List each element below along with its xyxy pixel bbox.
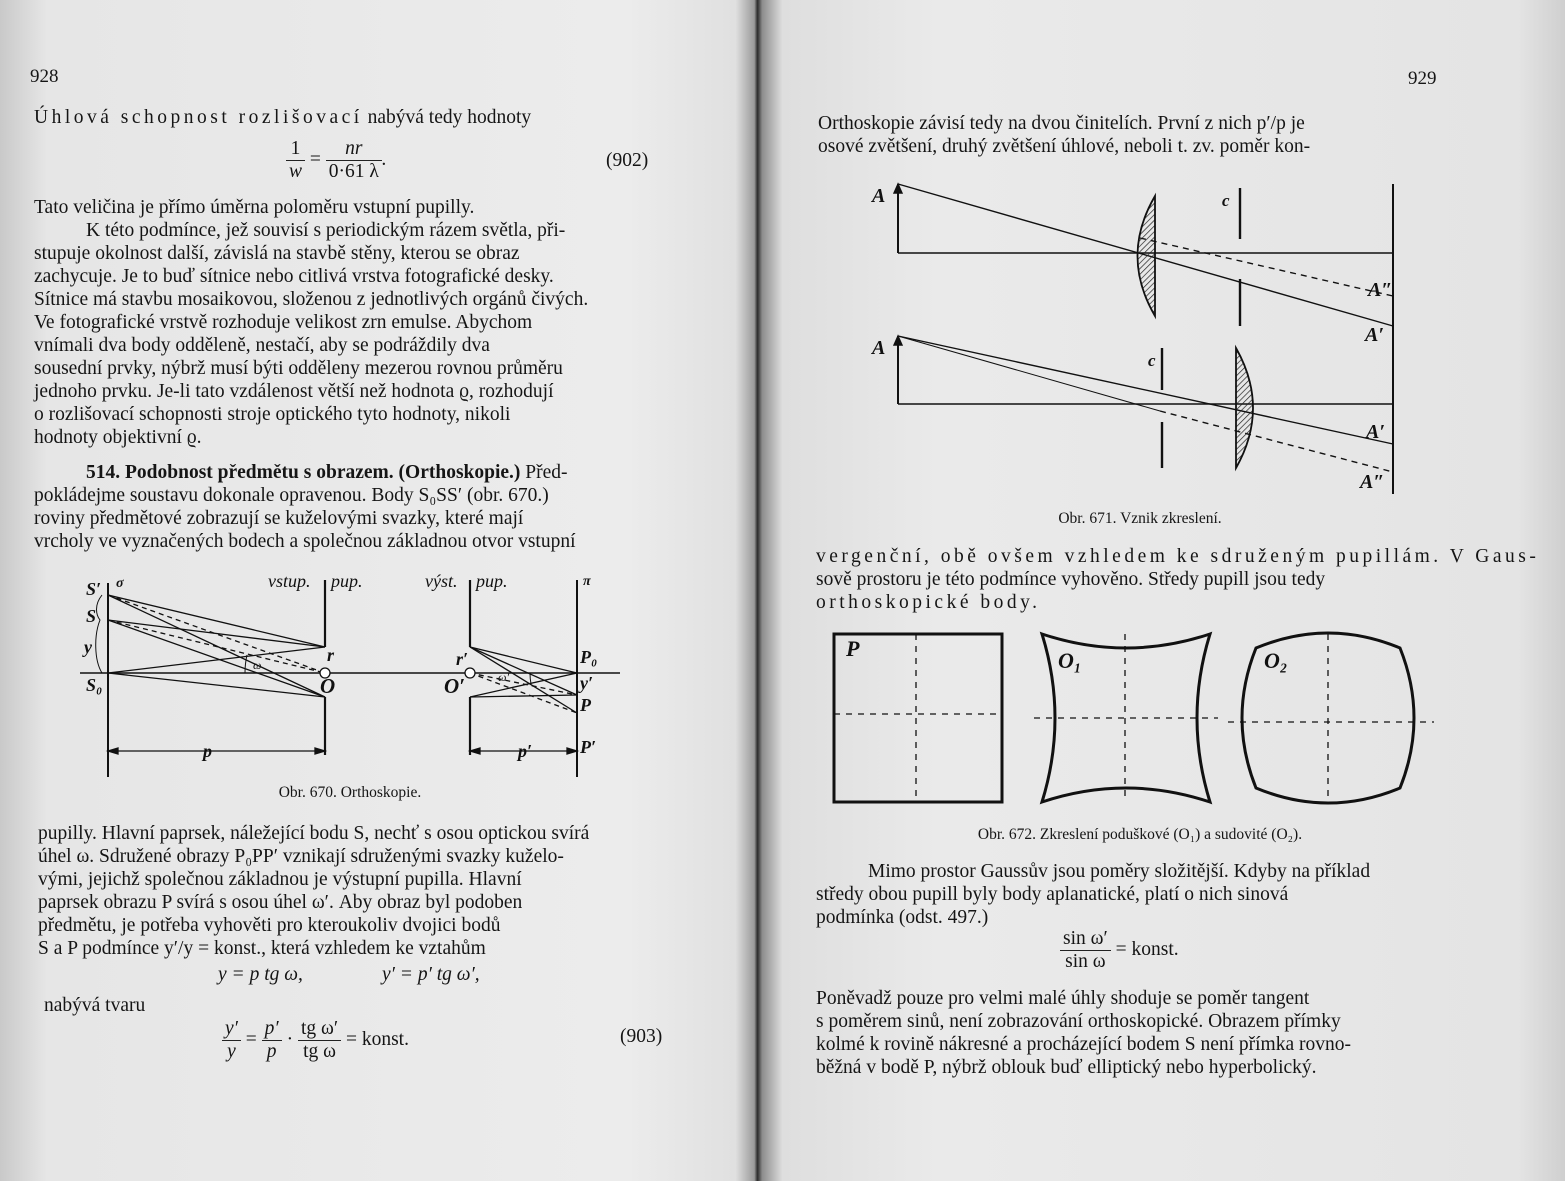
eq-num: tg ω′ <box>298 1018 341 1041</box>
left-page <box>0 0 745 1181</box>
label-c-upper: c <box>1222 191 1230 210</box>
paragraph <box>816 987 1456 1079</box>
text-line: úhel ω. Sdružené obrazy P₀PP′ vznikají sdruženými svazky kuželo- <box>38 846 564 867</box>
figure-671-distortion-origin-diagram <box>870 176 1410 496</box>
label-vstup: vstup. <box>268 571 311 591</box>
text-line: kolmé k rovině nákresné a procházející bodem S není přímka rovno- <box>816 1034 1351 1055</box>
paragraph <box>816 860 1456 929</box>
paragraph <box>816 545 1540 614</box>
text-line: o rozlišovací schopnosti stroje optického tyto hodnoty, nikoli <box>34 404 511 425</box>
text-line: orthoskopické body. <box>816 592 1041 613</box>
text-line: osové zvětšení, druhý zvětšení úhlové, neboli t. zv. poměr kon- <box>818 136 1311 157</box>
label-o: O <box>320 674 336 698</box>
label-a-prime-upper: A′ <box>1365 324 1384 346</box>
text-line: běžná v bodě P, nýbrž oblouk buď elliptický nebo hyperbolický. <box>816 1057 1317 1078</box>
text-line: předmětu, je potřeba vyhověti pro kteroukoliv dvojici bodů <box>38 915 501 936</box>
label-distance-p-prime: p′ <box>518 741 533 761</box>
text-line: S a P podmínce y′/y = konst., která vzhledem ke vztahům <box>38 938 486 959</box>
label-s-prime: S′ <box>86 579 102 599</box>
page-number: 928 <box>30 66 59 87</box>
label-sigma: σ <box>116 576 124 591</box>
label-c-lower: c <box>1148 351 1156 370</box>
plano-convex-lens-upper <box>1138 196 1156 316</box>
intro-line <box>34 106 634 129</box>
label-p-prime-point: P′ <box>580 737 597 757</box>
text-line: Sítnice má stavbu mosaikovou, složenou z jednotlivých orgánů čivých. <box>34 289 589 310</box>
eq-tail: = konst. <box>1115 938 1179 960</box>
equation-sine-condition <box>1060 928 1179 973</box>
label-distance-p: p <box>203 741 212 761</box>
text-line: sově prostoru je této podmínce vyhověno. Středy pupill jsou tedy <box>816 569 1326 590</box>
text-line: podmínka (odst. 497.) <box>816 907 989 928</box>
text-line: Mimo prostor Gaussův jsou poměry složitější. Kdyby na příklad <box>868 861 1371 882</box>
eq-num: 1 <box>286 138 305 161</box>
label-a-double-prime-upper: A″ <box>1368 279 1393 301</box>
right-page <box>760 0 1565 1181</box>
page-number: 929 <box>1408 68 1437 89</box>
spaced-term: Úhlová schopnost rozlišovací <box>34 107 363 128</box>
label-o-prime: O′ <box>444 674 466 698</box>
plano-convex-lens-lower <box>1236 348 1253 468</box>
equation-number: (903) <box>620 1026 663 1047</box>
eq-den: 0·61 λ <box>328 161 379 182</box>
label-y: y <box>84 637 92 657</box>
text-line: vými, jejichž společnou základnou je výstupní pupilla. Hlavní <box>38 869 522 890</box>
eq-num: nr <box>326 138 382 161</box>
label-a-prime-lower: A′ <box>1366 421 1385 443</box>
text-line: Ve fotografické vrstvě rozhoduje velikost zrn emulse. Abychom <box>34 312 533 333</box>
section-heading: 514. Podobnost předmětu s obrazem. (Orthoskopie.) <box>86 462 521 483</box>
figure-672-distortion-shapes <box>828 626 1448 816</box>
text-line: vrcholy ve vyznačených bodech a společnou základnou otvor vstupní <box>34 531 576 552</box>
text-line: hodnoty objektivní ϱ. <box>34 427 202 448</box>
text-line: s poměrem sinů, není zobrazování orthoskopické. Obrazem přímky <box>816 1011 1341 1032</box>
label-r-prime: r′ <box>456 649 469 669</box>
text-line: K této podmínce, jež souvisí s periodickým rázem světla, při- <box>86 220 566 241</box>
figure-670-orthoscopy-diagram <box>80 565 620 780</box>
relation-right: y′ = p′ tg ω′, <box>382 964 480 985</box>
label-pup: pup. <box>331 571 363 591</box>
text-line: vnímali dva body odděleně, nestačí, aby se podráždily dva <box>34 335 490 356</box>
heading-tail: Před- <box>520 462 568 483</box>
text-line: paprsek obrazu P svírá s osou úhel ω′. Aby obraz byl podoben <box>38 892 523 913</box>
figure-670-caption: Obr. 670. Orthoskopie. <box>278 784 422 801</box>
label-p0: P₀ <box>580 647 598 667</box>
text-line: sousední prvky, nýbrž musí býti odděleny mezerou rovnou průměru <box>34 358 563 379</box>
eq-den: p <box>266 1041 277 1062</box>
nabyva-text: nabývá tvaru <box>44 995 146 1016</box>
label-vyst: výst. <box>425 571 458 591</box>
eq-den: w <box>289 161 303 182</box>
label-omega: ω <box>253 658 262 672</box>
relation-left: y = p tg ω, <box>218 964 303 985</box>
figure-671-caption: Obr. 671. Vznik zkreslení. <box>1058 510 1222 527</box>
label-s: S <box>86 606 97 626</box>
figure-672-caption: Obr. 672. Zkreslení poduškové (O₁) a sudovité (O₂). <box>977 826 1303 843</box>
eq-num: p′ <box>262 1018 282 1041</box>
text-line: pokládejme soustavu dokonale opravenou. Body S₀SS′ (obr. 670.) <box>34 485 549 506</box>
text-line: jednoho prvku. Je-li tato vzdálenost větší než hodnota ϱ, rozhodují <box>34 381 554 402</box>
paragraph <box>38 822 662 960</box>
label-r: r <box>327 645 335 665</box>
eq-den: y <box>227 1041 236 1062</box>
text-line: roviny předmětové zobrazují se kuželovými svazky, které mají <box>34 508 524 529</box>
label-o1: O₁ <box>1058 648 1082 673</box>
text-line: vergenční, obě ovšem vzhledem ke sdruženým pupillám. V Gaus- <box>816 546 1540 567</box>
intro-tail: nabývá tedy hodnoty <box>362 107 532 128</box>
eq-den: sin ω <box>1065 951 1106 972</box>
label-p-square: P <box>846 636 860 661</box>
text-line: středy obou pupill byly body aplanatické, platí o nich sinová <box>816 884 1289 905</box>
eq-tail: = konst. <box>345 1028 409 1050</box>
label-y-prime: y′ <box>580 673 594 693</box>
text-line: zachycuje. Je to buď sítnice nebo citlivá vrstva fotografické desky. <box>34 266 554 287</box>
label-s0: S₀ <box>86 675 103 695</box>
equation-903: $\frac{y'}{y}$ = $\frac{p'}{p}$ · $\frac{\text{tg ω′}}{\text{tg ω}}$ = konst. <box>222 1018 409 1063</box>
text-line: Poněvadž pouze pro velmi malé úhly shoduje se poměr tangent <box>816 988 1310 1009</box>
text-line: stupuje okolnost další, závislá na stavbě stěny, kterou se obraz <box>34 243 520 264</box>
label-a-double-prime-lower: A″ <box>1360 471 1385 493</box>
text-line: Orthoskopie závisí tedy na dvou činitelích. První z nich p′/p je <box>818 113 1305 134</box>
label-a-upper: A <box>872 185 886 207</box>
label-a-lower: A <box>872 337 886 359</box>
paragraph <box>818 112 1448 158</box>
equation-number: (902) <box>606 150 649 171</box>
eq-den: tg ω <box>303 1041 336 1062</box>
equation-902: $\frac{1}{w}$ = $\frac{nr}{0\cdot 61 \lambda}$ . <box>286 138 387 183</box>
label-omega-prime: ω′ <box>498 670 510 684</box>
label-pi: π <box>583 574 591 589</box>
paragraph <box>34 196 654 449</box>
section-514 <box>34 461 658 553</box>
label-p: P <box>580 695 591 715</box>
eq-num: y′ <box>222 1018 241 1041</box>
eq-num: sin ω′ <box>1060 928 1111 951</box>
eq-tail: . <box>381 148 387 170</box>
text-line: Tato veličina je přímo úměrna poloměru vstupní pupilly. <box>34 197 475 218</box>
label-o2: O₂ <box>1264 648 1288 673</box>
label-pup-exit: pup. <box>476 571 508 591</box>
text-line: pupilly. Hlavní paprsek, náležející bodu S, nechť s osou optickou svírá <box>38 823 590 844</box>
